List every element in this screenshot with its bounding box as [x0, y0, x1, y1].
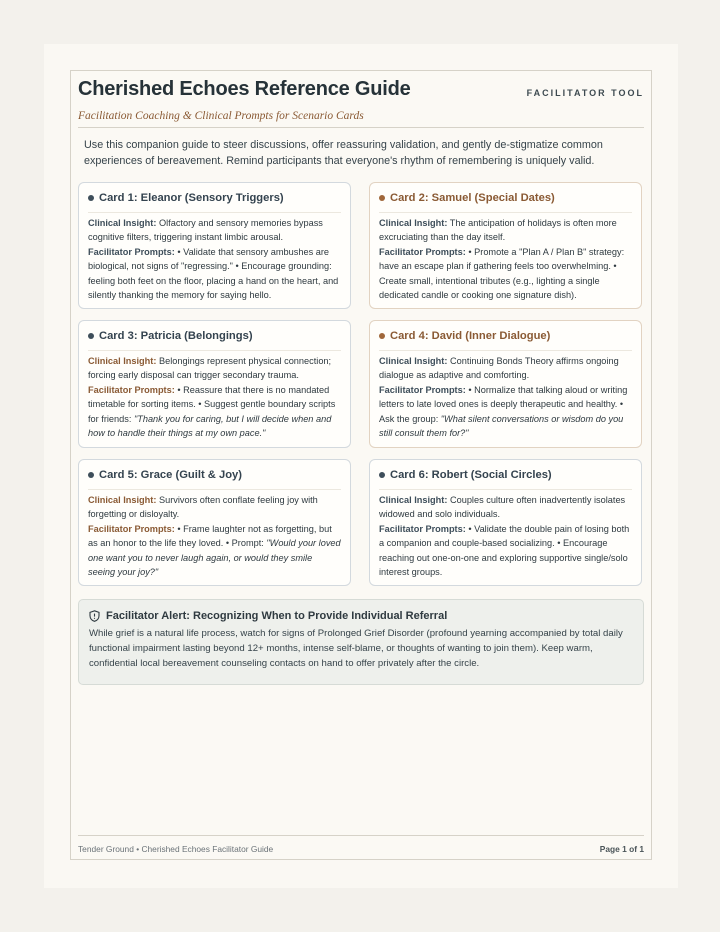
bullet-dot-icon [88, 333, 94, 339]
facilitator-prompts: Facilitator Prompts: • Validate the double pain of losing both a companion and couple-based socializing. • Encourage reaching out one-on-one and exploring supportive single/solo interest groups. [379, 523, 630, 578]
page-number: Page 1 of 1 [599, 844, 644, 854]
facilitator-quote: "Thank you for caring, but I will decide when and how to handle their things at my own pace." [88, 413, 332, 439]
facilitator-prompts: Facilitator Prompts: • Frame laughter not as forgetting, but as an honor to the life they loved. • Prompt: "Would your loved one want you to never laugh again, or would they smile seeing your joy?" [88, 523, 341, 578]
card-body [88, 213, 341, 302]
bullet-dot-icon [379, 195, 385, 201]
clinical-insight: Clinical Insight: Olfactory and sensory memories bypass cognitive filters, triggering instant limbic arousal. [88, 218, 323, 243]
alert-body: While grief is a natural life process, watch for signs of Prolonged Grief Disorder (profound yearning accompanied by total daily functional impairment lasting beyond 12+ months, intense self-blame, or thoughts of wanting to join them). Keep warm, confidential local bereavement counseling contacts on hand to offer privately after the circle. [89, 628, 623, 669]
bullet-dot-icon [379, 333, 385, 339]
clinical-insight: Clinical Insight: Belongings represent physical connection; forcing early disposal can trigger secondary trauma. [88, 356, 332, 381]
referral-alert [78, 599, 644, 685]
page-sheet [44, 44, 678, 888]
shield-icon [89, 610, 100, 622]
facilitator-prompts: Facilitator Prompts: • Normalize that talking aloud or writing letters to late loved ones is deeply therapeutic and healthy. • Ask the group: "What silent conversations or wisdom do you still consult them for?" [379, 384, 628, 439]
clinical-insight: Clinical Insight: Couples culture often inadvertently isolates widowed and solo individuals. [379, 495, 626, 520]
facilitator-quote: "Would your loved one want you to never laugh again, or would they smile seeing your joy?" [88, 538, 341, 578]
page-title: Cherished Echoes Reference Guide [78, 78, 411, 100]
clinical-insight: Clinical Insight: Continuing Bonds Theory affirms ongoing dialogue as adaptive and comforting. [379, 356, 619, 381]
bullet-dot-icon [379, 472, 385, 478]
facilitator-tool-tag: FACILITATOR TOOL [526, 88, 644, 98]
facilitator-prompts: Facilitator Prompts: • Validate that sensory ambushes are biological, not signs of "regressing." • Encourage grounding: feeling both feet on the floor, placing a hand on the heart, and silently thanking the memory for saying hello. [88, 246, 339, 301]
card-body [88, 351, 341, 440]
card-body [379, 213, 632, 302]
alert-title: Facilitator Alert: Recognizing When to Provide Individual Referral [89, 608, 633, 624]
page-subtitle: Facilitation Coaching & Clinical Prompts for Scenario Cards [78, 110, 364, 122]
scenario-card-6 [369, 459, 642, 586]
clinical-insight: Clinical Insight: The anticipation of holidays is often more excruciating than the day itself. [379, 218, 617, 243]
document-header [78, 78, 644, 128]
scenario-card-5 [78, 459, 351, 586]
bullet-dot-icon [88, 472, 94, 478]
card-title: Card 4: David (Inner Dialogue) [379, 321, 632, 351]
scenario-card-4 [369, 320, 642, 448]
card-title: Card 6: Robert (Social Circles) [379, 460, 632, 490]
card-title: Card 1: Eleanor (Sensory Triggers) [88, 183, 341, 213]
card-title: Card 3: Patricia (Belongings) [88, 321, 341, 351]
card-body [88, 490, 341, 579]
page-footer [78, 835, 644, 859]
card-title: Card 2: Samuel (Special Dates) [379, 183, 632, 213]
clinical-insight: Clinical Insight: Survivors often conflate feeling joy with forgetting or disloyalty. [88, 495, 318, 520]
scenario-card-1 [78, 182, 351, 309]
intro-paragraph: Use this companion guide to steer discussions, offer reassuring validation, and gently de-stigmatize common experiences of bereavement. Remind participants that everyone's rhythm of remembering is uniquely valid. [84, 139, 603, 167]
scenario-card-2 [369, 182, 642, 309]
card-body [379, 351, 632, 440]
facilitator-quote: "What silent conversations or wisdom do you still consult them for?" [379, 413, 624, 439]
card-body [379, 490, 632, 579]
facilitator-prompts: Facilitator Prompts: • Reassure that there is no mandated timetable for sorting items. • Suggest gentle boundary scripts for friends: "Thank you for caring, but I will decide when and how to handle their things at my own pace." [88, 384, 336, 439]
bullet-dot-icon [88, 195, 94, 201]
document-frame [70, 70, 652, 860]
card-title: Card 5: Grace (Guilt & Joy) [88, 460, 341, 490]
footer-source: Tender Ground • Cherished Echoes Facilitator Guide [78, 844, 274, 854]
scenario-card-3 [78, 320, 351, 448]
facilitator-prompts: Facilitator Prompts: • Promote a "Plan A / Plan B" strategy: have an escape plan if gathering feels too overwhelming. • Create small, intentional tributes (e.g., lighting a single dedicated candle or cooking one signature dish). [379, 246, 625, 301]
